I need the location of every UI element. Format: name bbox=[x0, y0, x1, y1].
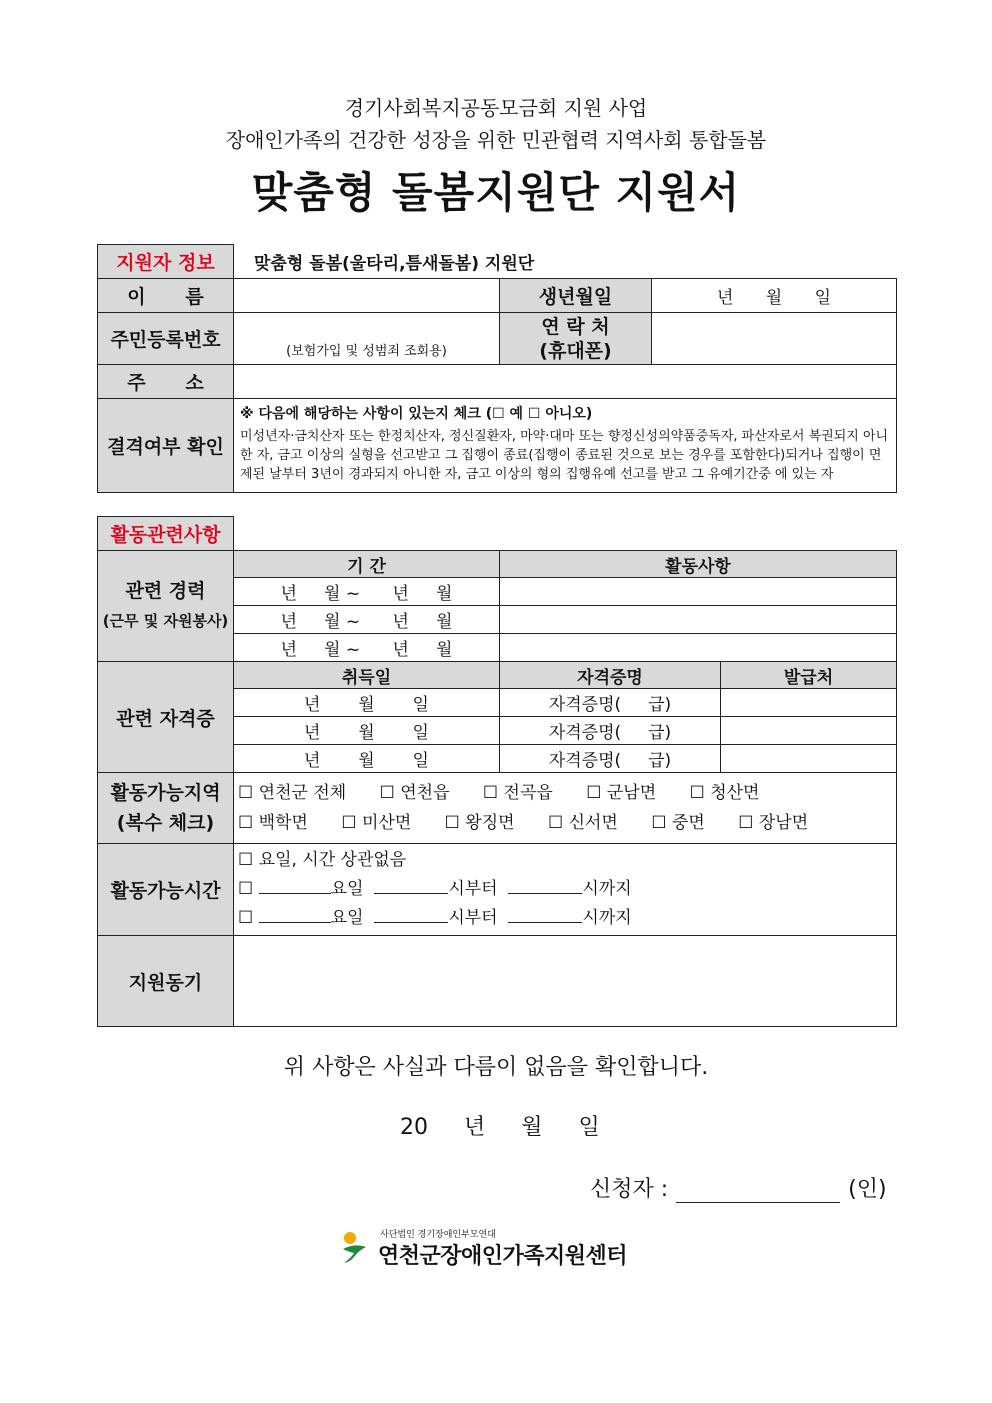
date-year-prefix: 20 bbox=[400, 1115, 428, 1140]
acq-header: 취득일 bbox=[234, 662, 500, 689]
birth-field[interactable]: 년 월 일 bbox=[652, 279, 897, 313]
cert-label: 관련 자격증 bbox=[98, 662, 234, 773]
career-sub: (근무 및 자원봉사) bbox=[102, 612, 229, 630]
cert-name-1[interactable]: 자격증명( 급) bbox=[500, 689, 721, 717]
program-name: 맞춤형 돌봄(울타리,틈새돌봄) 지원단 bbox=[254, 253, 535, 274]
cert-header: 자격증명 bbox=[500, 662, 721, 689]
date-year-label: 년 bbox=[464, 1115, 486, 1140]
contact-sub: (휴대폰) bbox=[539, 339, 612, 362]
birth-label: 생년월일 bbox=[500, 279, 652, 313]
region-yeoncheon-all[interactable]: ☐ 연천군 전체 bbox=[238, 783, 347, 803]
career-label: 관련 경력 bbox=[125, 580, 206, 602]
cert-name-2[interactable]: 자격증명( 급) bbox=[500, 717, 721, 745]
disq-label: 결격여부 확인 bbox=[98, 399, 234, 493]
applicant-label: 신청자 : bbox=[590, 1177, 669, 1202]
disq-body: 미성년자·금치산자 또는 한정치산자, 정신질환자, 마약·대마 또는 향정신성의약품중독자, 파산자로서 복권되지 아니한 자, 금고 이상의 실형을 선고받고 그 집행이 종료(집행이 종료된 것으로 보는 경우를 포함한다)되거나 집행이 면제된 날부터 3년이 경과되지 아니한 자, 금고 이상의 형의 집행유예 선고를 받고 그 유예기간중 에 있는 자 bbox=[240, 429, 889, 482]
region-row-2 bbox=[238, 808, 896, 838]
career-activity-2[interactable] bbox=[500, 606, 897, 634]
time-slot-1-check[interactable]: ☐ bbox=[238, 879, 254, 899]
name-field[interactable] bbox=[234, 279, 500, 313]
time-day-text: 요일 bbox=[330, 908, 364, 928]
rrn-note: (보험가입 및 성범죄 조회용) bbox=[286, 344, 447, 359]
contact-label-cell bbox=[500, 313, 652, 365]
seal-label: (인) bbox=[848, 1177, 887, 1202]
address-label: 주 소 bbox=[98, 365, 234, 399]
career-period-2[interactable]: 년 월 ~ 년 월 bbox=[234, 606, 500, 634]
region-options bbox=[234, 773, 897, 844]
time-to-text: 시까지 bbox=[582, 879, 632, 899]
contact-label: 연 락 처 bbox=[541, 315, 610, 338]
logo-mark-icon bbox=[340, 1229, 370, 1265]
career-period-1[interactable]: 년 월 ~ 년 월 bbox=[234, 578, 500, 606]
issuer-2[interactable] bbox=[721, 717, 897, 745]
region-jeongok-eup[interactable]: ☐ 전곡읍 bbox=[482, 783, 553, 803]
acq-date-1[interactable]: 년 월 일 bbox=[234, 689, 500, 717]
applicant-info-table bbox=[97, 244, 897, 493]
region-label-cell bbox=[98, 773, 234, 844]
rrn-field[interactable] bbox=[234, 313, 500, 365]
header-line2: 장애인가족의 건강한 성장을 위한 민관협력 지역사회 통합돌봄 bbox=[225, 128, 767, 152]
issuer-1[interactable] bbox=[721, 689, 897, 717]
region-yeoncheon-eup[interactable]: ☐ 연천읍 bbox=[379, 783, 450, 803]
issuer-header: 발급처 bbox=[721, 662, 897, 689]
signature-blank[interactable] bbox=[676, 1180, 840, 1203]
region-wangjing-myeon[interactable]: ☐ 왕징면 bbox=[444, 813, 515, 833]
applicant-section-label: 지원자 정보 bbox=[98, 245, 234, 279]
disq-cell bbox=[234, 399, 897, 493]
logo-main-text: 연천군장애인가족지원센터 bbox=[378, 1244, 628, 1269]
motive-label: 지원동기 bbox=[98, 936, 234, 1027]
date-day-label: 일 bbox=[578, 1115, 600, 1140]
time-any-option[interactable]: ☐ 요일, 시간 상관없음 bbox=[238, 850, 407, 870]
time-label: 활동가능시간 bbox=[98, 844, 234, 936]
career-label-cell bbox=[98, 551, 234, 662]
region-sinseo-myeon[interactable]: ☐ 신서면 bbox=[547, 813, 618, 833]
activity-section-label: 활동관련사항 bbox=[98, 517, 234, 551]
time-from-text: 시부터 bbox=[448, 908, 498, 928]
date-month-label: 월 bbox=[521, 1115, 543, 1140]
name-label: 이 름 bbox=[98, 279, 234, 313]
address-field[interactable] bbox=[234, 365, 897, 399]
date-line bbox=[400, 1110, 636, 1141]
region-gunnam-myeon[interactable]: ☐ 군남면 bbox=[586, 783, 657, 803]
rrn-label: 주민등록번호 bbox=[98, 313, 234, 365]
logo-small-text: 사단법인 경기장애인부모연대 bbox=[380, 1230, 496, 1240]
time-from-text: 시부터 bbox=[448, 879, 498, 899]
region-cheongsan-myeon[interactable]: ☐ 청산면 bbox=[689, 783, 760, 803]
motive-field[interactable] bbox=[234, 936, 897, 1027]
time-slot-1[interactable] bbox=[238, 875, 896, 904]
confirm-statement: 위 사항은 사실과 다름이 없음을 확인합니다. bbox=[283, 1055, 709, 1080]
region-jangnam-myeon[interactable]: ☐ 장남면 bbox=[738, 813, 809, 833]
applicant-signature-line bbox=[590, 1172, 887, 1203]
time-slot-2-from-blank[interactable] bbox=[374, 908, 448, 923]
time-slot-1-from-blank[interactable] bbox=[374, 879, 448, 894]
career-period-3[interactable]: 년 월 ~ 년 월 bbox=[234, 634, 500, 662]
activity-header: 활동사항 bbox=[500, 551, 897, 578]
region-sub: (복수 체크) bbox=[116, 812, 215, 834]
contact-field[interactable] bbox=[652, 313, 897, 365]
time-slot-1-to-blank[interactable] bbox=[508, 879, 582, 894]
region-baekhak-myeon[interactable]: ☐ 백학면 bbox=[238, 813, 308, 833]
page-title: 맞춤형 돌봄지원단 지원서 bbox=[251, 168, 741, 217]
time-options bbox=[234, 844, 897, 936]
time-slot-1-day-blank[interactable] bbox=[259, 879, 331, 894]
disq-title[interactable]: ※ 다음에 해당하는 사항이 있는지 체크 (☐ 예 ☐ 아니오) bbox=[240, 406, 593, 422]
activity-table bbox=[97, 516, 897, 1027]
cert-name-3[interactable]: 자격증명( 급) bbox=[500, 745, 721, 773]
time-slot-2[interactable] bbox=[238, 904, 896, 933]
time-slot-2-to-blank[interactable] bbox=[508, 908, 582, 923]
region-row-1 bbox=[238, 778, 896, 808]
time-day-text: 요일 bbox=[330, 879, 364, 899]
career-activity-3[interactable] bbox=[500, 634, 897, 662]
time-slot-2-day-blank[interactable] bbox=[259, 908, 331, 923]
career-activity-1[interactable] bbox=[500, 578, 897, 606]
period-header: 기 간 bbox=[234, 551, 500, 578]
header-line1: 경기사회복지공동모금회 지원 사업 bbox=[344, 96, 648, 120]
time-slot-2-check[interactable]: ☐ bbox=[238, 908, 254, 928]
region-jung-myeon[interactable]: ☐ 중면 bbox=[651, 813, 705, 833]
time-to-text: 시까지 bbox=[582, 908, 632, 928]
region-misan-myeon[interactable]: ☐ 미산면 bbox=[341, 813, 412, 833]
region-label: 활동가능지역 bbox=[110, 782, 221, 804]
acq-date-3[interactable]: 년 월 일 bbox=[234, 745, 500, 773]
acq-date-2[interactable]: 년 월 일 bbox=[234, 717, 500, 745]
issuer-3[interactable] bbox=[721, 745, 897, 773]
